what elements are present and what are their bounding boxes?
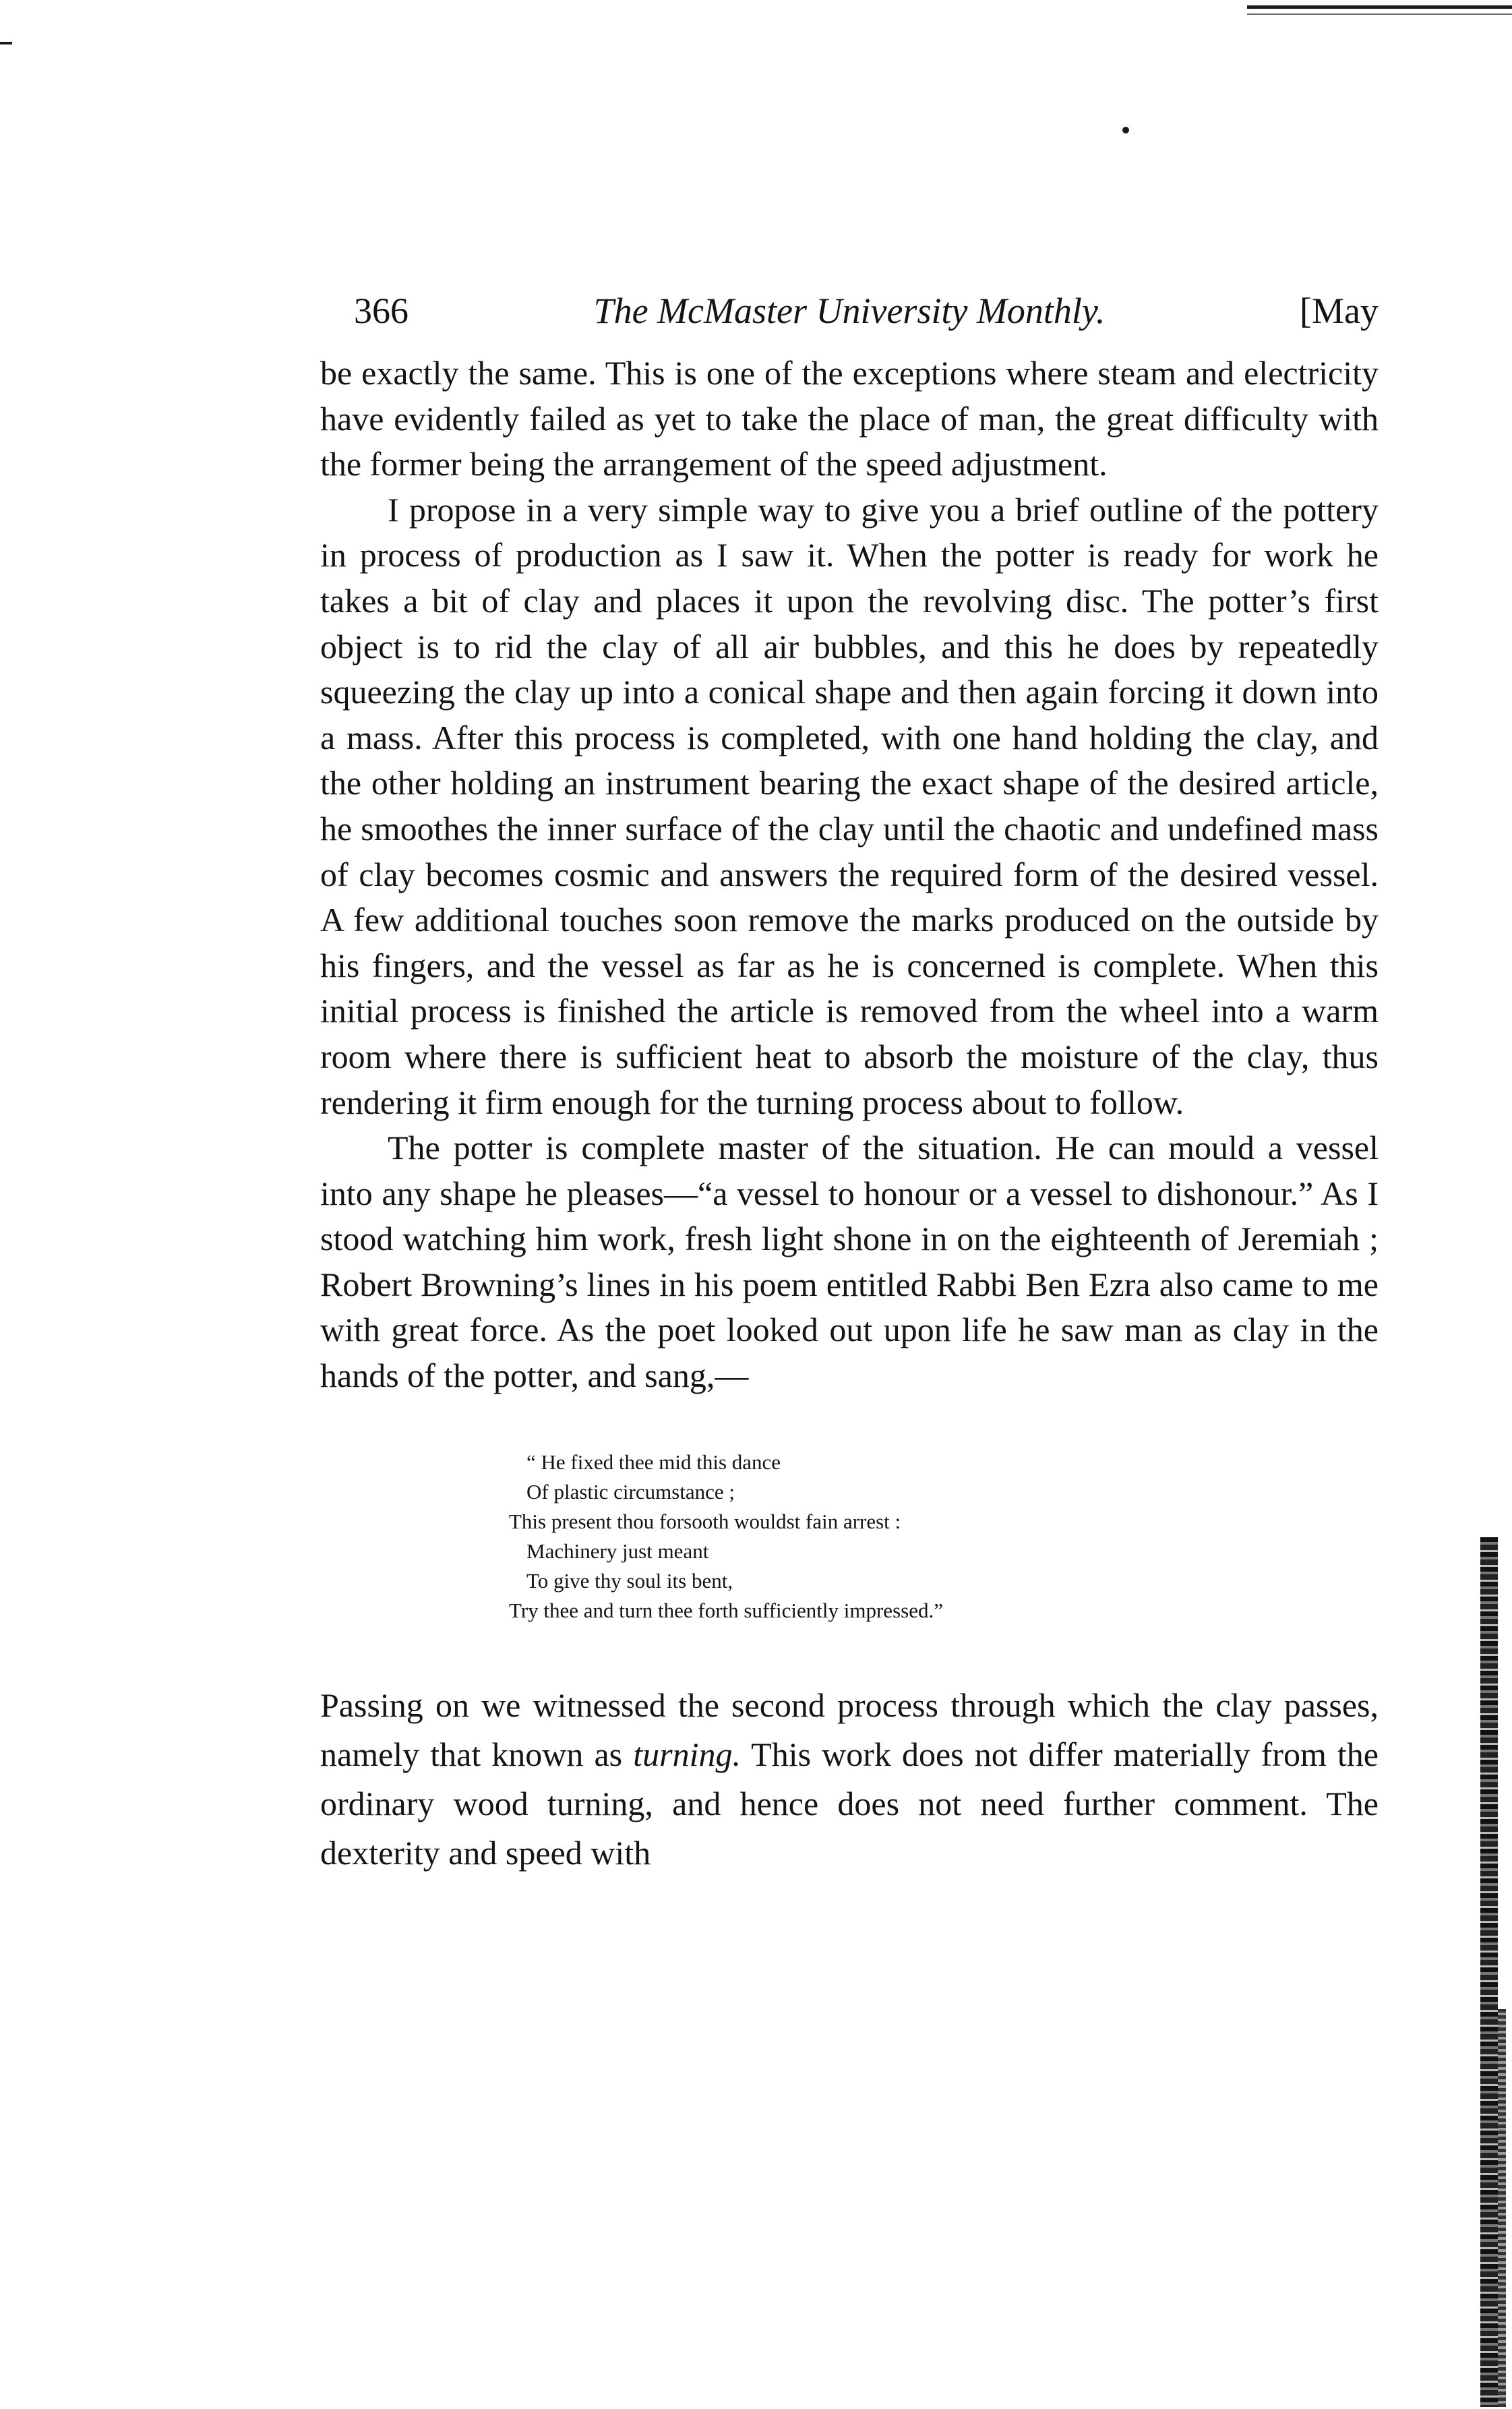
paragraph-turning (320, 1681, 1379, 1878)
turning-term: turning. (633, 1735, 741, 1773)
poem-line: Try thee and turn thee forth sufficiently impressed.” (509, 1598, 943, 1622)
poem-line: To give thy soul its bent, (526, 1568, 733, 1593)
scan-mark-left (0, 42, 12, 44)
scan-border-line (1247, 5, 1512, 9)
scan-page-edge (1480, 1537, 1498, 2407)
paragraph-potter-master: The potter is complete master of the situation. He can mould a vessel into any shape he pleases—“a vessel to honour or a vessel to dishonour.” As I stood watching him work, fresh light shone in on the eighteenth of Jeremiah ; Robert Browning’s lines in his poem entitled Rabbi Ben Ezra also came to me with great force. As the poet looked out upon life he saw man as clay in the hands of the potter, and sang,— (320, 1129, 1379, 1395)
issue-month: [May (1300, 291, 1379, 331)
poem-line: Machinery just meant (526, 1539, 709, 1563)
page-number: 366 (354, 291, 409, 331)
paragraph-continued: be exactly the same. This is one of the exceptions where steam and electricity have evidently failed as yet to take the place of man, the great difficulty with the former being the arrangement of the speed adjustment. (320, 354, 1379, 483)
poem-line: “ He fixed thee mid this dance (526, 1450, 781, 1474)
page-content (320, 290, 1379, 1878)
scan-dot-mark (1122, 127, 1129, 133)
poem-line: Of plastic circumstance ; (526, 1479, 735, 1504)
scan-border-line-thin (1247, 13, 1512, 15)
paragraph-pottery-process: I propose in a very simple way to give you a brief outline of the pottery in process of production as I saw it. When the potter is ready for work he takes a bit of clay and places it upon the revolving disc. The potter’s first object is to rid the clay of all air bubbles, and this he does by repeatedly squeezing the clay up into a conical shape and then again forcing it down into a mass. After this process is completed, with one hand holding the clay, and the other holding an instrument bearing the exact shape of the desired article, he smoothes the inner surface of the clay until the chaotic and undefined mass of clay becomes cosmic and answers the required form of the desired vessel. A few additional touches soon remove the marks produced on the outside by his fingers, and the vessel as far as he is concerned is complete. When this initial process is finished the article is removed from the wheel into a warm room where there is sufficient heat to absorb the moisture of the clay, thus rendering it firm enough for the turning process about to follow. (320, 490, 1379, 1121)
poem-quotation (320, 1448, 1379, 1626)
running-header (320, 290, 1379, 351)
journal-title: The McMaster University Monthly. (593, 291, 1106, 331)
article-body (320, 351, 1379, 1399)
scan-page-edge-outer (1498, 2009, 1506, 2407)
poem-line: This present thou forsooth wouldst fain arrest : (509, 1509, 901, 1533)
turning-text-end: This work does not differ materially from the ordinary wood turning, and hence does not need further comment. The dexterity and speed with (320, 1735, 1379, 1872)
turning-text-start: Passing on we witnessed the second process through which the clay passes, namely that known as (320, 1686, 1379, 1773)
